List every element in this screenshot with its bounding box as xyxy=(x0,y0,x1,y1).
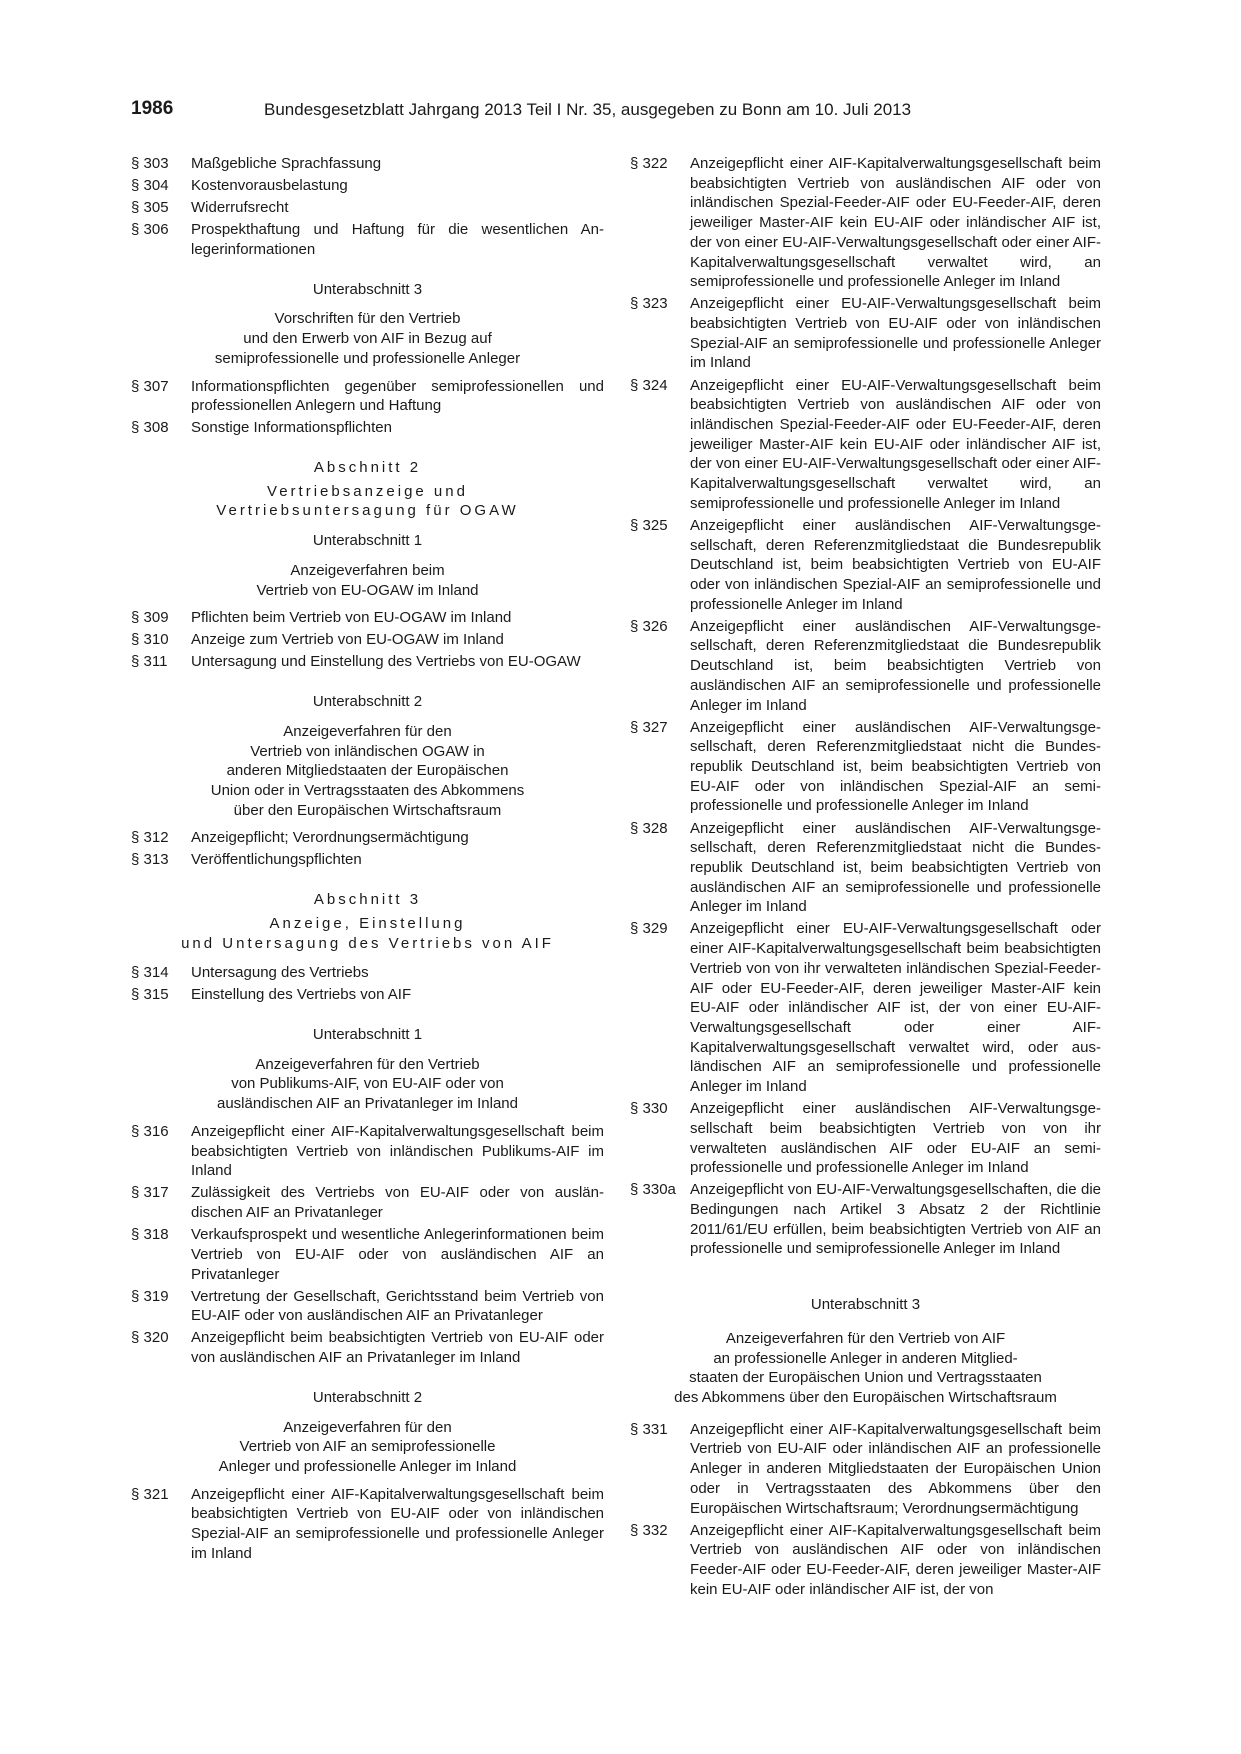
section-title: Prospekthaftung und Haftung für die wesentlichen Anlegerinformationen xyxy=(191,221,604,258)
section-number: § 330a xyxy=(630,1181,676,1199)
section-title: Verkaufsprospekt und wesentliche Anlegerinformationen beim Vertrieb von EU-AIF oder von ausländischen AIF an Privatanleger xyxy=(191,1226,604,1283)
section-title: Anzeigepflicht einer ausländischen AIF-Verwaltungsgesellschaft, deren Referenzmitgliedstaat nicht die Bundesrepublik Deutschland ist, beim beabsichtigten Vertrieb von EU-AIF oder von inländischen Spezial-AIF an semiprofessionelle und professionelle Anleger im Inland xyxy=(690,718,1101,815)
section-number: § 315 xyxy=(131,986,169,1004)
subsection-heading: Unterabschnitt 2 xyxy=(312,693,423,711)
section-number: § 323 xyxy=(630,295,668,313)
left-column xyxy=(131,154,604,1566)
section-title: Sonstige Informationspflichten xyxy=(191,419,392,437)
section-number: § 308 xyxy=(131,419,169,437)
section-entry xyxy=(131,828,604,848)
section-number: § 328 xyxy=(630,819,668,837)
section-number: § 307 xyxy=(131,377,169,395)
section-title: Anzeigepflicht beim beabsichtigten Vertrieb von EU-AIF oder von ausländischen AIF an Privatanleger im Inland xyxy=(191,1329,604,1367)
section-entry xyxy=(630,718,1101,817)
section-number: § 316 xyxy=(131,1122,169,1140)
section-entry xyxy=(131,963,604,983)
subsection-title: Anzeigeverfahren für den Vertrieb von Publikums-AIF, von EU-AIF oder von ausländischen AIF an Privatanleger im Inland xyxy=(216,1055,518,1113)
section-number: § 304 xyxy=(131,177,169,195)
section-title: Anzeigepflicht einer EU-AIF-Verwaltungsgesellschaft beim beabsichtigten Vertrieb von EU-AIF oder von inländischen Spezial-AIF an semiprofessionelle und professionelle Anleger im Inland xyxy=(690,295,1101,372)
section-number: § 329 xyxy=(630,920,668,938)
section-entry xyxy=(131,850,604,870)
section-entry xyxy=(131,154,604,174)
section-number: § 319 xyxy=(131,1287,169,1305)
chapter-title: Vertriebsanzeige und Vertriebsuntersagung für OGAW xyxy=(216,482,519,520)
section-title: Anzeigepflicht einer ausländischen AIF-Verwaltungsgesellschaft, deren Referenzmitgliedstaat nicht die Bundesrepublik Deutschland ist, beim beabsichtigten Vertrieb von ausländischen AIF an semiprofessionelle und professionelle Anleger im Inland xyxy=(690,819,1101,916)
section-title: Anzeigepflicht einer AIF-Kapitalverwaltungsgesellschaft beim beabsichtigten Vertrieb von EU-AIF oder von inländischen Spezial-AIF an semiprofessionelle und professionelle Anleger im Inland xyxy=(191,1485,604,1562)
subsection-heading: Unterabschnitt 2 xyxy=(312,1388,423,1406)
section-number: § 313 xyxy=(131,851,169,869)
section-title: Anzeigepflicht einer ausländischen AIF-Verwaltungsgesellschaft beim beabsichtigten Vertrieb von von ihr verwalteten ausländischen AIF oder EU-AIF an semiprofessionelle und professionelle Anleger im Inland xyxy=(690,1100,1101,1177)
section-number: § 305 xyxy=(131,199,169,217)
section-number: § 332 xyxy=(630,1521,668,1539)
section-title: Anzeigepflicht einer AIF-Kapitalverwaltungsgesellschaft beim Vertrieb von ausländischen AIF oder von inländischen Feeder-AIF oder EU-Feeder-AIF, deren jeweiliger Master-AIF kein EU-AIF oder inländischer AIF ist, der von xyxy=(690,1521,1101,1598)
section-title: Anzeigepflicht einer ausländischen AIF-Verwaltungsgesellschaft, deren Referenzmitgliedstaat die Bundesrepublik Deutschland ist, beim beabsichtigten Vertrieb von EU-AIF oder von inländischen Spezial-AIF an semiprofessionelle und professionelle Anleger im Inland xyxy=(690,516,1101,613)
subsection-heading: Unterabschnitt 3 xyxy=(810,1296,921,1314)
section-title: Pflichten beim Vertrieb von EU-OGAW im Inland xyxy=(191,609,512,627)
right-column xyxy=(630,154,1101,1602)
subsection-heading: Unterabschnitt 1 xyxy=(312,1026,423,1044)
subsection-title: Anzeigeverfahren beim Vertrieb von EU-OGAW im Inland xyxy=(256,561,479,599)
section-number: § 312 xyxy=(131,829,169,847)
subsection-title: Anzeigeverfahren für den Vertrieb von AIF an semiprofessionelle Anleger und professionelle Anleger im Inland xyxy=(218,1418,517,1475)
section-title: Widerrufsrecht xyxy=(191,199,289,217)
section-title: Untersagung und Einstellung des Vertriebs von EU-OGAW xyxy=(191,653,581,671)
subsection-title: Vorschriften für den Vertrieb und den Erwerb von AIF in Bezug auf semiprofessionelle und professionelle Anleger xyxy=(214,310,521,367)
section-number: § 306 xyxy=(131,221,169,239)
section-title: Kostenvorausbelastung xyxy=(191,177,348,195)
section-number: § 325 xyxy=(630,516,668,534)
subsection-heading: Unterabschnitt 3 xyxy=(312,280,423,298)
section-entry xyxy=(630,294,1101,373)
section-entry xyxy=(131,418,604,438)
section-number: § 326 xyxy=(630,617,668,635)
section-number: § 318 xyxy=(131,1226,169,1244)
chapter-heading: Abschnitt 3 xyxy=(313,891,422,909)
section-title: Maßgebliche Sprachfassung xyxy=(191,155,382,172)
section-entry xyxy=(630,154,1101,292)
section-entry xyxy=(630,516,1101,615)
section-title: Zulässigkeit des Vertriebs von EU-AIF oder von ausländischen AIF an Privatanleger xyxy=(191,1184,604,1222)
section-number: § 311 xyxy=(131,653,168,671)
section-title: Anzeigepflicht einer EU-AIF-Verwaltungsgesellschaft beim beabsichtigten Vertrieb von ausländischen AIF oder von inländischen Spezial-Feeder-AIF oder EU-Feeder-AIF, deren jeweiliger Master-AIF kein EU-AIF oder inländischer AIF ist, der von einer EU-AIF-Verwaltungsgesellschaft oder einer AIF-Kapitalverwaltungsgesellschaft verwaltet wird, an semiprofessionelle und professionelle Anleger im Inland xyxy=(690,376,1101,512)
section-entry xyxy=(630,1521,1101,1600)
section-number: § 309 xyxy=(131,609,169,627)
section-entry xyxy=(131,1328,604,1367)
section-number: § 330 xyxy=(630,1100,668,1118)
section-title: Anzeige zum Vertrieb von EU-OGAW im Inland xyxy=(191,631,504,649)
page-number: 1986 xyxy=(131,98,174,119)
section-title: Anzeigepflicht einer ausländischen AIF-Verwaltungsgesellschaft, deren Referenzmitgliedstaat die Bundesrepublik Deutschland ist, beim beabsichtigten Vertrieb von ausländischen AIF an semiprofessionelle und professionelle Anleger im Inland xyxy=(690,617,1101,714)
section-entry xyxy=(131,608,604,628)
section-title: Anzeigepflicht einer AIF-Kapitalverwaltungsgesellschaft beim beabsichtigten Vertrieb von ausländischen AIF oder von inländischen Spezial-Feeder-AIF oder EU-Feeder-AIF, deren jeweiliger Master-AIF kein EU-AIF oder inländischer AIF ist, der von einer EU-AIF-Verwaltungsgesellschaft oder einer AIF-Kapitalverwaltungsgesellschaft verwaltet wird, an semiprofessionelle und professionelle Anleger im Inland xyxy=(690,155,1101,291)
section-title: Einstellung des Vertriebs von AIF xyxy=(191,986,412,1004)
section-number: § 324 xyxy=(630,376,668,394)
section-title: Untersagung des Vertriebs xyxy=(191,964,369,982)
section-entry xyxy=(131,1183,604,1222)
section-entry xyxy=(131,377,604,416)
section-entry xyxy=(131,198,604,218)
section-title: Anzeigepflicht einer AIF-Kapitalverwaltungsgesellschaft beim Vertrieb von EU-AIF oder inländischen AIF an professionelle Anleger in anderen Mitgliedstaaten der Europäischen Union oder in Vertragsstaaten des Abkommens über den Europäischen Wirtschaftsraum; Verordnungsermächtigung xyxy=(690,1420,1101,1517)
section-title: Veröffentlichungspflichten xyxy=(191,851,362,869)
section-entry xyxy=(131,985,604,1005)
chapter-heading: Abschnitt 2 xyxy=(313,459,422,476)
section-number: § 310 xyxy=(131,631,169,649)
section-entry xyxy=(630,1180,1101,1259)
section-entry xyxy=(131,1122,604,1181)
section-title: Vertretung der Gesellschaft, Gerichtsstand beim Vertrieb von EU-AIF oder von ausländischen AIF an Privatanleger xyxy=(191,1287,604,1325)
section-title: Informationspflichten gegenüber semiprofessionellen und professionellen Anlegern und Haftung xyxy=(191,377,604,415)
section-entry xyxy=(630,1420,1101,1519)
section-entry xyxy=(131,1225,604,1284)
section-entry xyxy=(131,1287,604,1326)
section-title: Anzeigepflicht einer AIF-Kapitalverwaltungsgesellschaft beim beabsichtigten Vertrieb von inländischen Publikums-AIF im Inland xyxy=(191,1122,604,1180)
section-title: Anzeigepflicht einer EU-AIF-Verwaltungsgesellschaft oder einer AIF-Kapitalverwaltungsgesellschaft beim beabsichtigten Vertrieb von von ihr verwalteten inländischen Spezial-Feeder-AIF oder EU-Feeder-AIF, deren jeweiliger Master-AIF kein EU-AIF oder inländischer AIF ist, der von einer EU-AIF-Verwaltungsgesellschaft oder einer AIF-Kapitalverwaltungsgesellschaft verwaltet wird, oder ausländischen AIF an semiprofessionelle und professionelle Anleger im Inland xyxy=(690,920,1101,1096)
journal-title: Bundesgesetzblatt Jahrgang 2013 Teil I Nr. 35, ausgegeben zu Bonn am 10. Juli 2013 xyxy=(264,100,912,119)
section-entry xyxy=(630,919,1101,1096)
section-number: § 327 xyxy=(630,718,668,736)
section-number: § 303 xyxy=(131,155,169,172)
section-entry xyxy=(131,176,604,196)
chapter-title: Anzeige, Einstellung und Untersagung des Vertriebs von AIF xyxy=(181,914,554,952)
section-number: § 314 xyxy=(131,964,169,982)
section-number: § 317 xyxy=(131,1184,169,1202)
subsection-title: Anzeigeverfahren für den Vertrieb von AIF an professionelle Anleger in anderen Mitglied- staaten der Europäischen Union und Vertragsstaaten des Abkommens über den Europäischen Wirtschaftsraum xyxy=(674,1329,1057,1406)
section-entry xyxy=(630,617,1101,716)
section-entry xyxy=(131,630,604,650)
section-entry xyxy=(131,652,604,672)
section-entry xyxy=(630,819,1101,918)
section-number: § 321 xyxy=(131,1485,169,1503)
section-entry xyxy=(131,220,604,259)
section-title: Anzeigepflicht; Verordnungsermächtigung xyxy=(191,829,469,847)
section-number: § 331 xyxy=(630,1420,668,1438)
section-entry xyxy=(131,1485,604,1564)
subsection-heading: Unterabschnitt 1 xyxy=(312,532,423,550)
section-number: § 320 xyxy=(131,1329,169,1347)
section-title: Anzeigepflicht von EU-AIF-Verwaltungsgesellschaften, die die Bedingungen nach Artikel 3 Absatz 2 der Richtlinie 2011/61/EU erfüllen, beim beabsichtigten Vertrieb von AIF an professionelle und semiprofessionelle Anleger im Inland xyxy=(690,1181,1101,1258)
section-entry xyxy=(630,376,1101,514)
section-entry xyxy=(630,1099,1101,1178)
section-number: § 322 xyxy=(630,155,668,172)
subsection-title: Anzeigeverfahren für den Vertrieb von inländischen OGAW in anderen Mitgliedstaaten der Europäischen Union oder in Vertragsstaaten des Abkommens über den Europäischen Wirtschaftsraum xyxy=(210,722,525,819)
